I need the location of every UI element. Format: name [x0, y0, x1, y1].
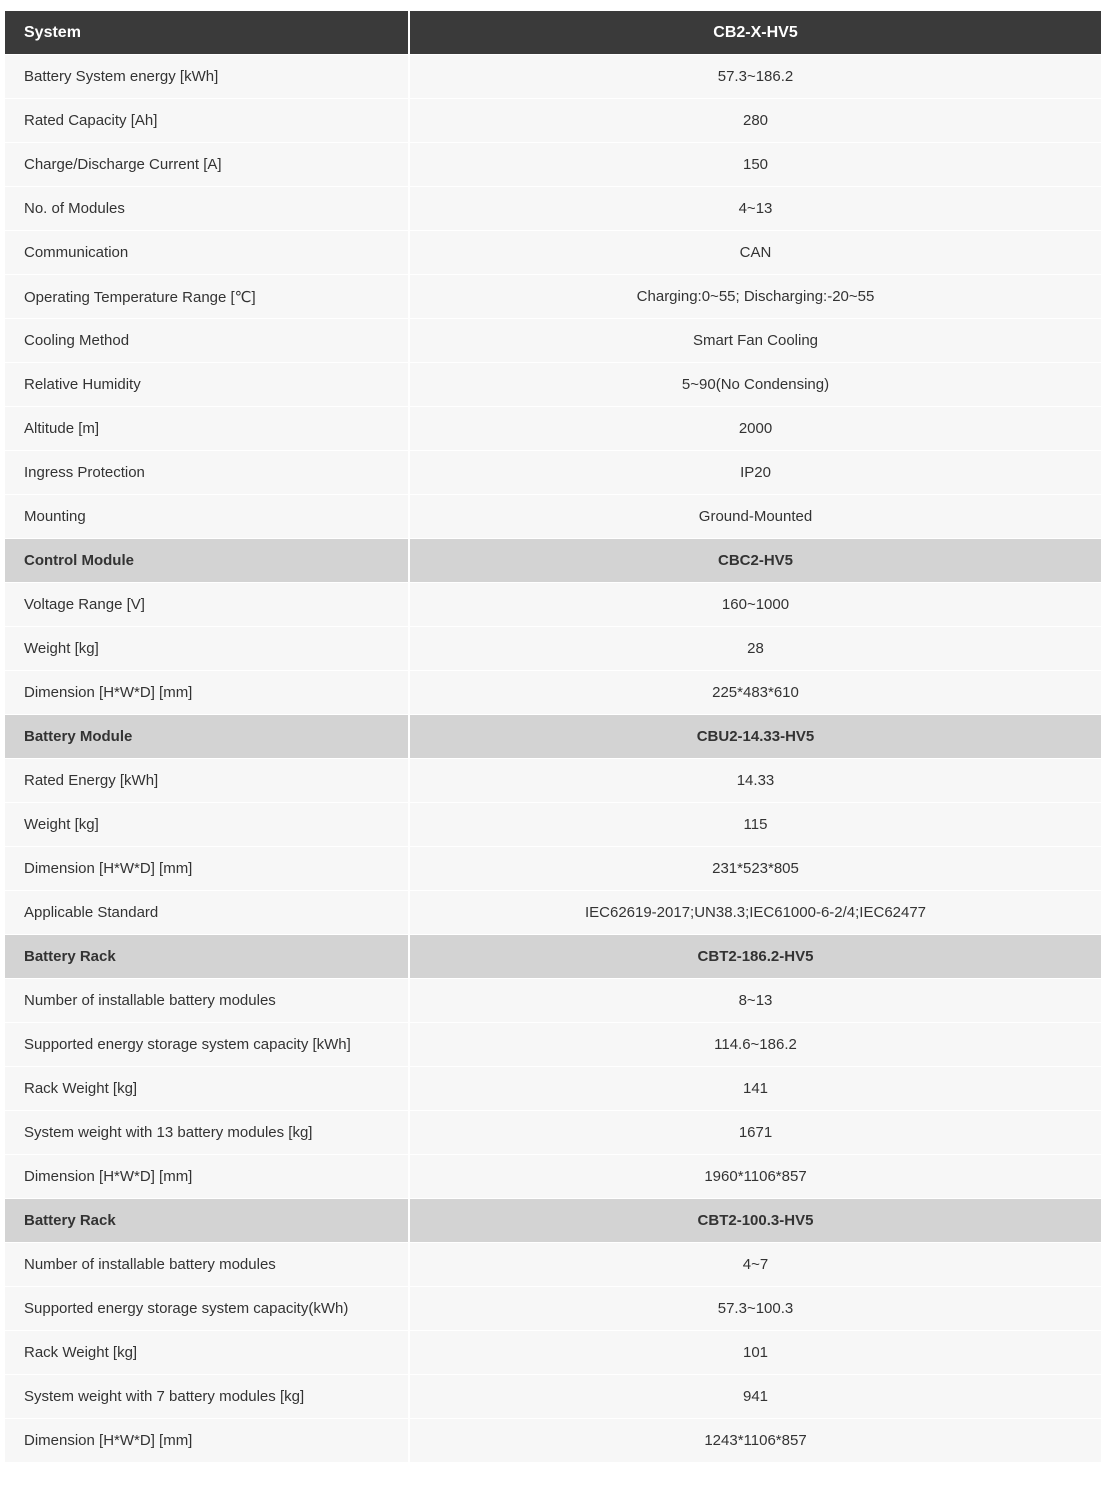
row-value: 280	[410, 99, 1101, 143]
section-row-battery-rack-100	[5, 1199, 1101, 1243]
row-value: 1671	[410, 1111, 1101, 1155]
header-value: CB2-X-HV5	[410, 11, 1101, 55]
row-value: CAN	[410, 231, 1101, 275]
row-value: 141	[410, 1067, 1101, 1111]
row-value: 4~7	[410, 1243, 1101, 1287]
row-label: Dimension [H*W*D] [mm]	[5, 1155, 410, 1199]
row-label: Mounting	[5, 495, 410, 539]
table-row	[5, 495, 1101, 539]
table-row	[5, 231, 1101, 275]
section-label: Battery Module	[5, 715, 410, 759]
section-label: Battery Rack	[5, 935, 410, 979]
section-value: CBT2-186.2-HV5	[410, 935, 1101, 979]
row-label: Weight [kg]	[5, 803, 410, 847]
table-row	[5, 55, 1101, 99]
spec-table	[5, 11, 1101, 1463]
row-value: Ground-Mounted	[410, 495, 1101, 539]
row-label: Charge/Discharge Current [A]	[5, 143, 410, 187]
row-label: Cooling Method	[5, 319, 410, 363]
row-label: Number of installable battery modules	[5, 1243, 410, 1287]
row-value: 114.6~186.2	[410, 1023, 1101, 1067]
table-row	[5, 407, 1101, 451]
row-label: Rack Weight [kg]	[5, 1067, 410, 1111]
row-label: System weight with 7 battery modules [kg]	[5, 1375, 410, 1419]
table-row	[5, 891, 1101, 935]
header-label: System	[5, 11, 410, 55]
row-label: Operating Temperature Range [℃]	[5, 275, 410, 319]
row-label: Supported energy storage system capacity [kWh]	[5, 1023, 410, 1067]
row-value: 1960*1106*857	[410, 1155, 1101, 1199]
row-label: Rated Energy [kWh]	[5, 759, 410, 803]
row-label: Ingress Protection	[5, 451, 410, 495]
table-header-row	[5, 11, 1101, 55]
section-value: CBC2-HV5	[410, 539, 1101, 583]
section-value: CBT2-100.3-HV5	[410, 1199, 1101, 1243]
row-value: 2000	[410, 407, 1101, 451]
table-row	[5, 1023, 1101, 1067]
section-row-battery-rack-186	[5, 935, 1101, 979]
section-label: Battery Rack	[5, 1199, 410, 1243]
table-row	[5, 143, 1101, 187]
table-row	[5, 275, 1101, 319]
section-row-control-module	[5, 539, 1101, 583]
table-row	[5, 627, 1101, 671]
row-value: Charging:0~55; Discharging:-20~55	[410, 275, 1101, 319]
row-value: 941	[410, 1375, 1101, 1419]
row-label: Number of installable battery modules	[5, 979, 410, 1023]
row-label: Dimension [H*W*D] [mm]	[5, 671, 410, 715]
section-row-battery-module	[5, 715, 1101, 759]
row-value: 28	[410, 627, 1101, 671]
row-value: 57.3~100.3	[410, 1287, 1101, 1331]
row-value: 57.3~186.2	[410, 55, 1101, 99]
row-value: 115	[410, 803, 1101, 847]
row-value: IEC62619-2017;UN38.3;IEC61000-6-2/4;IEC62477	[410, 891, 1101, 935]
row-value: 5~90(No Condensing)	[410, 363, 1101, 407]
row-label: No. of Modules	[5, 187, 410, 231]
row-value: 160~1000	[410, 583, 1101, 627]
row-value: 231*523*805	[410, 847, 1101, 891]
table-row	[5, 99, 1101, 143]
row-label: Rated Capacity [Ah]	[5, 99, 410, 143]
table-row	[5, 671, 1101, 715]
table-row	[5, 847, 1101, 891]
row-value: IP20	[410, 451, 1101, 495]
row-value: 150	[410, 143, 1101, 187]
section-label: Control Module	[5, 539, 410, 583]
table-row	[5, 451, 1101, 495]
row-label: Dimension [H*W*D] [mm]	[5, 847, 410, 891]
table-row	[5, 1375, 1101, 1419]
row-label: Supported energy storage system capacity(kWh)	[5, 1287, 410, 1331]
table-row	[5, 979, 1101, 1023]
row-label: Applicable Standard	[5, 891, 410, 935]
row-label: Relative Humidity	[5, 363, 410, 407]
table-row	[5, 363, 1101, 407]
table-row	[5, 1331, 1101, 1375]
table-row	[5, 1067, 1101, 1111]
row-value: Smart Fan Cooling	[410, 319, 1101, 363]
table-row	[5, 583, 1101, 627]
section-value: CBU2-14.33-HV5	[410, 715, 1101, 759]
table-row	[5, 187, 1101, 231]
row-value: 101	[410, 1331, 1101, 1375]
table-row	[5, 1419, 1101, 1463]
row-label: Battery System energy [kWh]	[5, 55, 410, 99]
row-value: 14.33	[410, 759, 1101, 803]
row-value: 8~13	[410, 979, 1101, 1023]
table-row	[5, 1111, 1101, 1155]
row-value: 4~13	[410, 187, 1101, 231]
table-row	[5, 803, 1101, 847]
row-label: Communication	[5, 231, 410, 275]
table-row	[5, 319, 1101, 363]
row-label: Weight [kg]	[5, 627, 410, 671]
row-value: 225*483*610	[410, 671, 1101, 715]
table-row	[5, 1243, 1101, 1287]
row-label: System weight with 13 battery modules [kg]	[5, 1111, 410, 1155]
table-row	[5, 759, 1101, 803]
row-value: 1243*1106*857	[410, 1419, 1101, 1463]
row-label: Voltage Range [V]	[5, 583, 410, 627]
table-row	[5, 1155, 1101, 1199]
row-label: Dimension [H*W*D] [mm]	[5, 1419, 410, 1463]
row-label: Altitude [m]	[5, 407, 410, 451]
row-label: Rack Weight [kg]	[5, 1331, 410, 1375]
table-row	[5, 1287, 1101, 1331]
